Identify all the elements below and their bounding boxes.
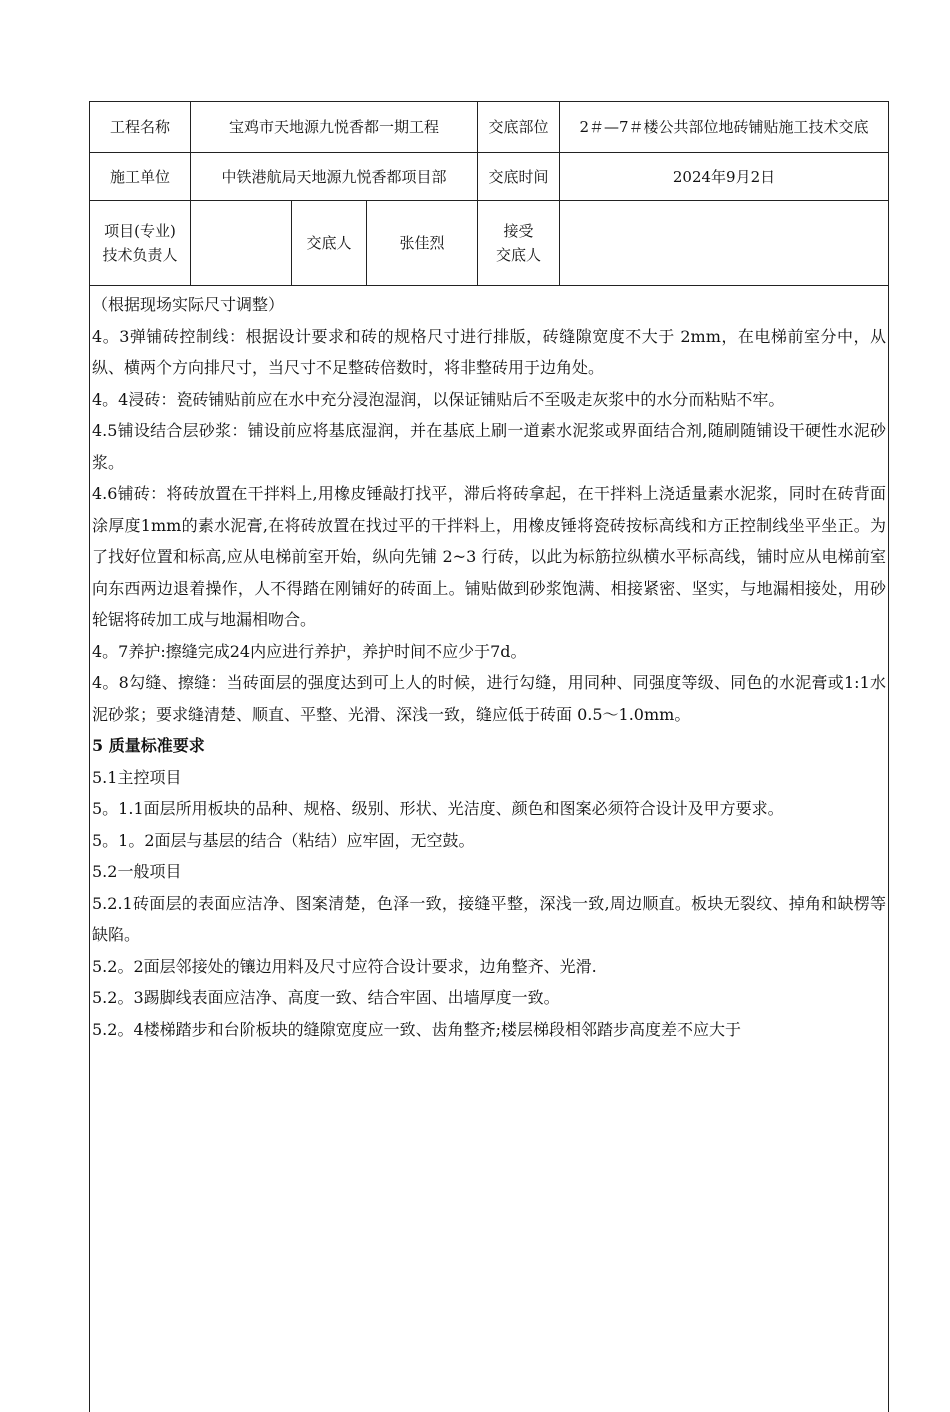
paragraph: 4.5铺设结合层砂浆：铺设前应将基底湿润，并在基底上刷一道素水泥浆或界面结合剂,随刷随铺设干硬性水泥砂浆。 [92, 415, 886, 478]
paragraph: 4。8勾缝、擦缝：当砖面层的强度达到可上人的时候，进行勾缝，用同种、同强度等级、同色的水泥膏或1:1水泥砂浆；要求缝清楚、顺直、平整、光滑、深浅一致，缝应低于砖面 0.5～1.0mm。 [92, 667, 886, 730]
paragraph: 4。3弹铺砖控制线：根据设计要求和砖的规格尺寸进行排版，砖缝隙宽度不大于 2mm，在电梯前室分中，从纵、横两个方向排尺寸，当尺寸不足整砖倍数时，将非整砖用于边角处。 [92, 321, 886, 384]
tech-lead-label [90, 201, 191, 286]
paragraph: 5.2。2面层邻接处的镶边用料及尺寸应符合设计要求，边角整齐、光滑. [92, 951, 886, 983]
tech-lead-label-line2: 技术负责人 [90, 243, 190, 267]
disclosure-table [89, 101, 889, 1412]
paragraph: 4。4浸砖：瓷砖铺贴前应在水中充分浸泡湿润，以保证铺贴后不至吸走灰浆中的水分而粘贴不牢。 [92, 384, 886, 416]
unit-value: 中铁港航局天地源九悦香都项目部 [191, 153, 478, 201]
time-label: 交底时间 [478, 153, 560, 201]
paragraph: 4.6铺砖：将砖放置在干拌料上,用橡皮锤敲打找平，滞后将砖拿起，在干拌料上浇适量素水泥浆，同时在砖背面涂厚度1mm的素水泥膏,在将砖放置在找过平的干拌料上，用橡皮锤将瓷砖按标高线和方正控制线坐平坐正。为了找好位置和标高,应从电梯前室开始，纵向先铺 2~3 行砖，以此为标筋拉纵横水平标高线，铺时应从电梯前室向东西两边退着操作，人不得踏在刚铺好的砖面上。铺贴做到砂浆饱满、相接紧密、坚实，与地漏相接处，用砂轮锯将砖加工成与地漏相吻合。 [92, 478, 886, 636]
receiver-label-line1: 接受 [478, 219, 559, 243]
receiver-label-line2: 交底人 [478, 243, 559, 267]
paragraph: （根据现场实际尺寸调整） [92, 289, 886, 321]
tech-lead-value [191, 201, 292, 286]
paragraph: 5.2一般项目 [92, 856, 886, 888]
paragraph: 5.2.1砖面层的表面应洁净、图案清楚，色泽一致，接缝平整，深浅一致,周边顺直。板块无裂纹、掉角和缺楞等缺陷。 [92, 888, 886, 951]
paragraph: 5.2。4楼梯踏步和台阶板块的缝隙宽度应一致、齿角整齐;楼层梯段相邻踏步高度差不应大于 [92, 1014, 886, 1046]
receiver-value [560, 201, 889, 286]
receiver-label [478, 201, 560, 286]
project-name-label: 工程名称 [90, 102, 191, 153]
unit-label: 施工单位 [90, 153, 191, 201]
tech-lead-label-line1: 项目(专业) [90, 219, 190, 243]
disclosure-content [90, 286, 889, 1412]
presenter-label: 交底人 [292, 201, 367, 286]
paragraph: 5.2。3踢脚线表面应洁净、高度一致、结合牢固、出墙厚度一致。 [92, 982, 886, 1014]
location-label: 交底部位 [478, 102, 560, 153]
paragraph: 5.1主控项目 [92, 762, 886, 794]
section-heading: 5 质量标准要求 [92, 730, 886, 762]
presenter-value: 张佳烈 [367, 201, 478, 286]
project-name-value: 宝鸡市天地源九悦香都一期工程 [191, 102, 478, 153]
time-value: 2024年9月2日 [560, 153, 889, 201]
paragraph: 5。1.1面层所用板块的品种、规格、级别、形状、光洁度、颜色和图案必须符合设计及甲方要求。 [92, 793, 886, 825]
paragraph: 5。1。2面层与基层的结合（粘结）应牢固，无空鼓。 [92, 825, 886, 857]
paragraph: 4。7养护:擦缝完成24内应进行养护，养护时间不应少于7d。 [92, 636, 886, 668]
location-value: 2＃—7＃楼公共部位地砖铺贴施工技术交底 [560, 102, 889, 153]
